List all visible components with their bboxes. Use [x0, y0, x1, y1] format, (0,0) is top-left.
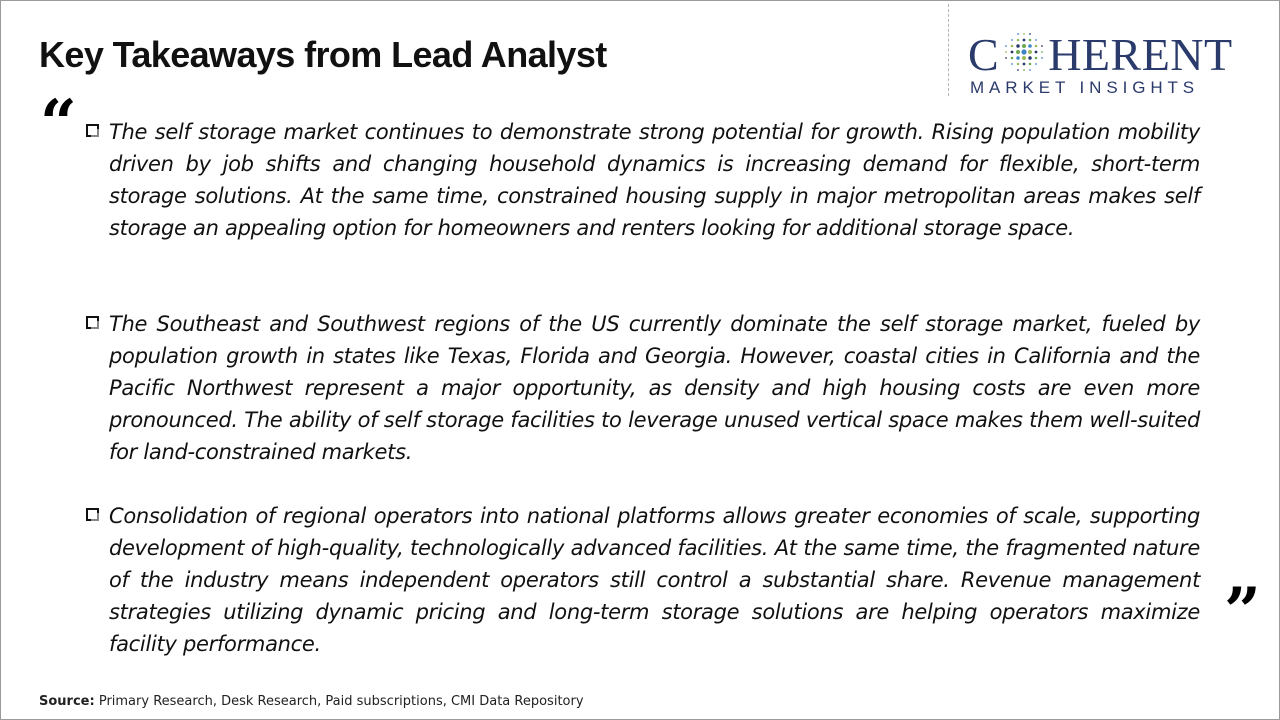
- takeaway-text: Consolidation of regional operators into national platforms allows greater economies of scale, supporting development of high-quality, technologically advanced facilities. At the same time, the fragmented nature of the industry means independent operators still control a substantial share. Revenue management strategies utilizing dynamic pricing and long-term storage solutions are helping operators maximize facility performance.: [109, 504, 1200, 656]
- logo-dot: [1023, 63, 1026, 66]
- logo-dots-icon: [1003, 31, 1045, 73]
- takeaway-item: [86, 500, 1200, 660]
- logo-word-rest: HERENT: [1048, 29, 1233, 80]
- logo-dot: [1017, 33, 1019, 35]
- takeaway-item: [86, 116, 1200, 244]
- checkbox-bullet-icon: [86, 124, 99, 137]
- logo-dot: [1023, 69, 1025, 71]
- logo-dot: [1005, 51, 1007, 53]
- header-divider: [948, 4, 949, 96]
- logo-dot: [1022, 56, 1026, 60]
- logo-dot: [1017, 39, 1020, 42]
- source-text: Primary Research, Desk Research, Paid subscriptions, CMI Data Repository: [98, 694, 584, 709]
- logo-dot: [1029, 63, 1032, 66]
- takeaway-item: [86, 308, 1200, 468]
- company-logo: [968, 28, 1264, 100]
- logo-dot: [1029, 39, 1032, 42]
- logo-dot: [1011, 51, 1014, 54]
- logo-dot: [1035, 51, 1038, 54]
- logo-letter-c: C: [968, 29, 1000, 80]
- source-label: Source:: [39, 694, 95, 709]
- logo-dot: [1041, 51, 1043, 53]
- logo-dot: [1035, 45, 1038, 48]
- logo-dot: [1016, 44, 1020, 48]
- logo-dot: [1022, 49, 1027, 54]
- logo-dot: [1029, 33, 1031, 35]
- logo-dot: [1022, 44, 1026, 48]
- logo-dot: [1028, 44, 1032, 48]
- logo-dot: [1017, 69, 1019, 71]
- logo-dot: [1041, 57, 1043, 59]
- logo-dot: [1011, 39, 1013, 41]
- logo-dot: [1035, 39, 1037, 41]
- logo-dot: [1016, 50, 1020, 54]
- logo-dot: [1017, 63, 1020, 66]
- open-quote-icon: “: [40, 86, 77, 161]
- logo-dot: [1028, 50, 1032, 54]
- checkbox-bullet-icon: [86, 508, 99, 521]
- logo-dot: [1011, 57, 1014, 60]
- logo-dot: [1011, 45, 1014, 48]
- takeaway-text: The Southeast and Southwest regions of the US currently dominate the self storage market, fueled by population growth in states like Texas, Florida and Georgia. However, coastal cities in California and the Pacific Northwest represent a major opportunity, as density and high housing costs are even more pronounced. The ability of self storage facilities to leverage unused vertical space makes them well-suited for land-constrained markets.: [109, 312, 1200, 464]
- logo-dot: [1035, 63, 1037, 65]
- logo-dot: [1029, 69, 1031, 71]
- takeaway-text: The self storage market continues to demonstrate strong potential for growth. Rising population mobility driven by job shifts and changing household dynamics is increasing demand for flexible, short-term storage solutions. At the same time, constrained housing supply in major metropolitan areas makes self storage an appealing option for homeowners and renters looking for additional storage space.: [109, 120, 1200, 240]
- logo-dot: [1005, 45, 1007, 47]
- logo-dot: [1028, 56, 1032, 60]
- logo-dot: [1035, 57, 1038, 60]
- logo-dot: [1041, 45, 1043, 47]
- logo-wordmark: [968, 28, 1233, 82]
- checkbox-bullet-icon: [86, 316, 99, 329]
- logo-tagline: MARKET INSIGHTS: [970, 78, 1200, 97]
- logo-dot: [1016, 56, 1020, 60]
- logo-dot: [1023, 33, 1025, 35]
- logo-dot: [1023, 39, 1026, 42]
- logo-dot: [1005, 57, 1007, 59]
- page-title: Key Takeaways from Lead Analyst: [39, 34, 607, 75]
- logo-dot: [1011, 63, 1013, 65]
- close-quote-icon: ”: [1224, 574, 1261, 649]
- source-note: [39, 694, 584, 709]
